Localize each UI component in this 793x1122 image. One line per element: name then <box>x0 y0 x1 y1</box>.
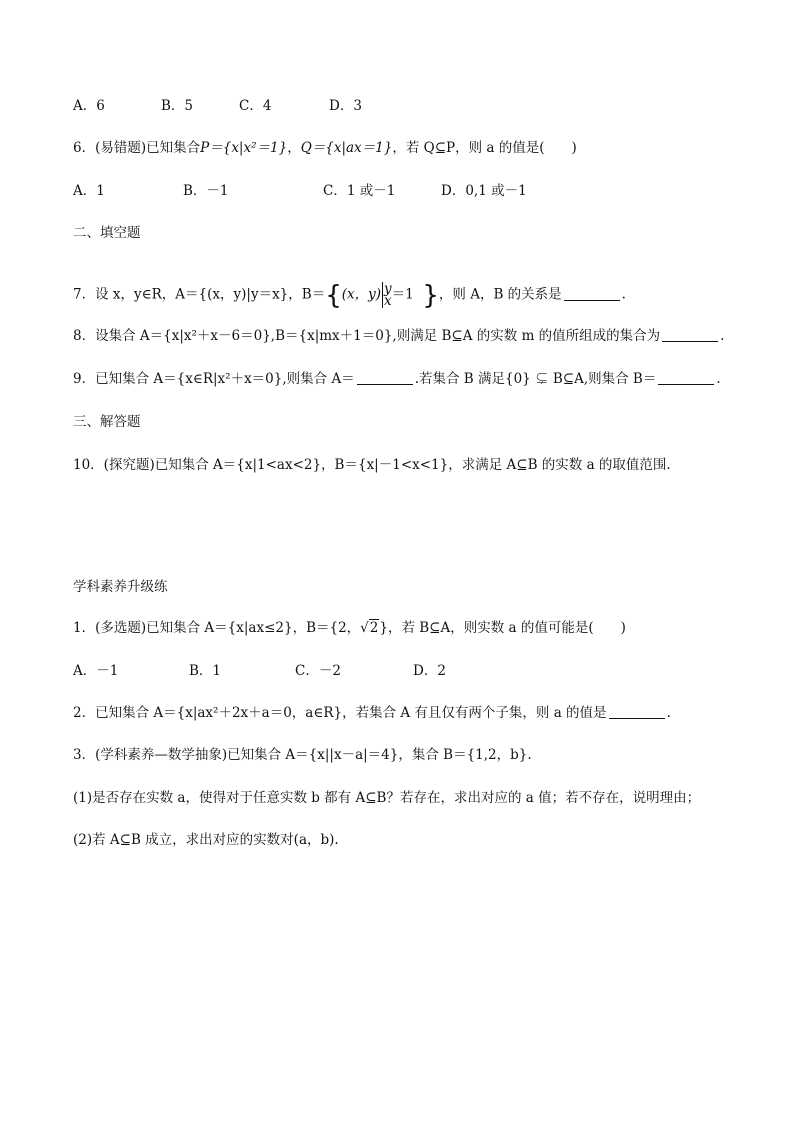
q6-option-a: A．1 <box>73 183 105 199</box>
q5-option-b: B．5 <box>161 98 194 114</box>
right-brace-icon: } <box>422 280 439 311</box>
q8-answer-blank[interactable] <box>662 327 718 342</box>
p2-answer-blank[interactable] <box>609 704 665 719</box>
q7-numerator: y <box>384 281 392 297</box>
q9-part2: .若集合 B 满足{0} ⊊ B⊆A,则集合 B＝ <box>414 371 657 387</box>
question-8 <box>73 326 724 346</box>
p3-sub2-text: (2)若 A⊆B 成立，求出对应的实数对(a，b). <box>73 832 339 848</box>
q9-part1: 9．已知集合 A＝{x∈R|x²＋x＝0},则集合 A＝ <box>73 371 355 387</box>
question-7 <box>73 280 626 311</box>
left-brace-icon: { <box>325 280 342 311</box>
p1-option-c: C．－2 <box>295 663 341 679</box>
p3-subquestion-2 <box>73 830 339 850</box>
q10-text: 10．(探究题)已知集合 A＝{x|1<ax<2}，B＝{x|－1<x<1}，求满足 A⊆B 的实数 a 的取值范围. <box>73 457 671 473</box>
q9-end: . <box>716 371 721 387</box>
q9-answer-blank-b[interactable] <box>658 370 714 385</box>
q7-prefix: 7．设 x，y∈R，A＝{(x，y)|y＝x}，B＝ <box>73 286 326 303</box>
q6-set-q: Q＝{x|ax＝1} <box>300 140 393 156</box>
section-fill-in-heading: 二、填空题 <box>73 225 141 241</box>
p3-sub1-text: (1)是否存在实数 a，使得对于任意实数 b 都有 A⊆B？若存在，求出对应的 a 值；若不存在，说明理由； <box>73 790 701 806</box>
q7-fraction <box>384 283 392 307</box>
p3-subquestion-1 <box>73 788 700 808</box>
p1-prefix: 1．(多选题)已知集合 A＝{x|ax≤2}，B＝{2， <box>73 620 361 636</box>
q6-condition: ，若 Q⊆P，则 a 的值是( ) <box>392 140 577 156</box>
p1-option-b: B．1 <box>189 663 222 679</box>
q7-denominator: x <box>384 293 392 309</box>
p2-end: . <box>666 705 671 721</box>
practice-question-3 <box>73 745 532 765</box>
q7-equals: ＝1 <box>391 286 414 303</box>
p1-option-d: D．2 <box>413 663 446 679</box>
q6-set-p: P＝{x|x²＝1} <box>200 140 288 156</box>
q5-option-d: D．3 <box>329 98 362 114</box>
q5-option-c: C．4 <box>239 98 272 114</box>
q6-options <box>73 181 527 201</box>
q6-option-d: D．0,1 或－1 <box>441 183 527 199</box>
p1-radicand: 2 <box>369 620 379 636</box>
q6-option-b: B．－1 <box>183 183 229 199</box>
q8-text: 8．设集合 A＝{x|x²＋x－6＝0},B＝{x|mx＋1＝0},则满足 B⊆A 的实数 m 的值所组成的集合为 <box>73 328 661 344</box>
q6-tag: (易错题)已知集合 <box>95 140 201 156</box>
p1-options <box>73 661 446 681</box>
question-10 <box>73 455 671 475</box>
q6-number: 6． <box>73 140 96 156</box>
question-6: 6．(易错题)已知集合P＝{x|x²＝1}，Q＝{x|ax＝1}，若 Q⊆P，则 a 的值是( ) <box>73 140 577 156</box>
q7-divider <box>382 282 383 308</box>
q8-end: . <box>720 328 725 344</box>
practice-title: 学科素养升级练 <box>73 579 168 595</box>
p1-option-a: A．－1 <box>73 663 119 679</box>
practice-question-2 <box>73 703 671 723</box>
sqrt-icon: √2 <box>360 620 379 636</box>
q5-option-a: A．6 <box>73 98 105 114</box>
practice-question-1 <box>73 618 626 638</box>
q7-answer-blank[interactable] <box>564 286 620 301</box>
q9-answer-blank-a[interactable] <box>357 370 413 385</box>
q7-suffix: ，则 A，B 的关系是 <box>438 286 562 303</box>
p3-text: 3．(学科素养—数学抽象)已知集合 A＝{x||x－a|＝4}，集合 B＝{1,2，b}. <box>73 747 532 763</box>
section-answer-heading: 三、解答题 <box>73 414 141 430</box>
q5-options <box>73 96 362 116</box>
question-9 <box>73 369 721 389</box>
p1-suffix: }，若 B⊆A，则实数 a 的值可能是( ) <box>379 620 626 636</box>
p2-text: 2．已知集合 A＝{x|ax²＋2x＋a＝0，a∈R}，若集合 A 有且仅有两个子集，则 a 的值是 <box>73 705 607 721</box>
q7-pair: (x，y) <box>341 286 382 303</box>
q7-end: . <box>621 286 626 303</box>
q6-option-c: C．1 或－1 <box>323 183 396 199</box>
